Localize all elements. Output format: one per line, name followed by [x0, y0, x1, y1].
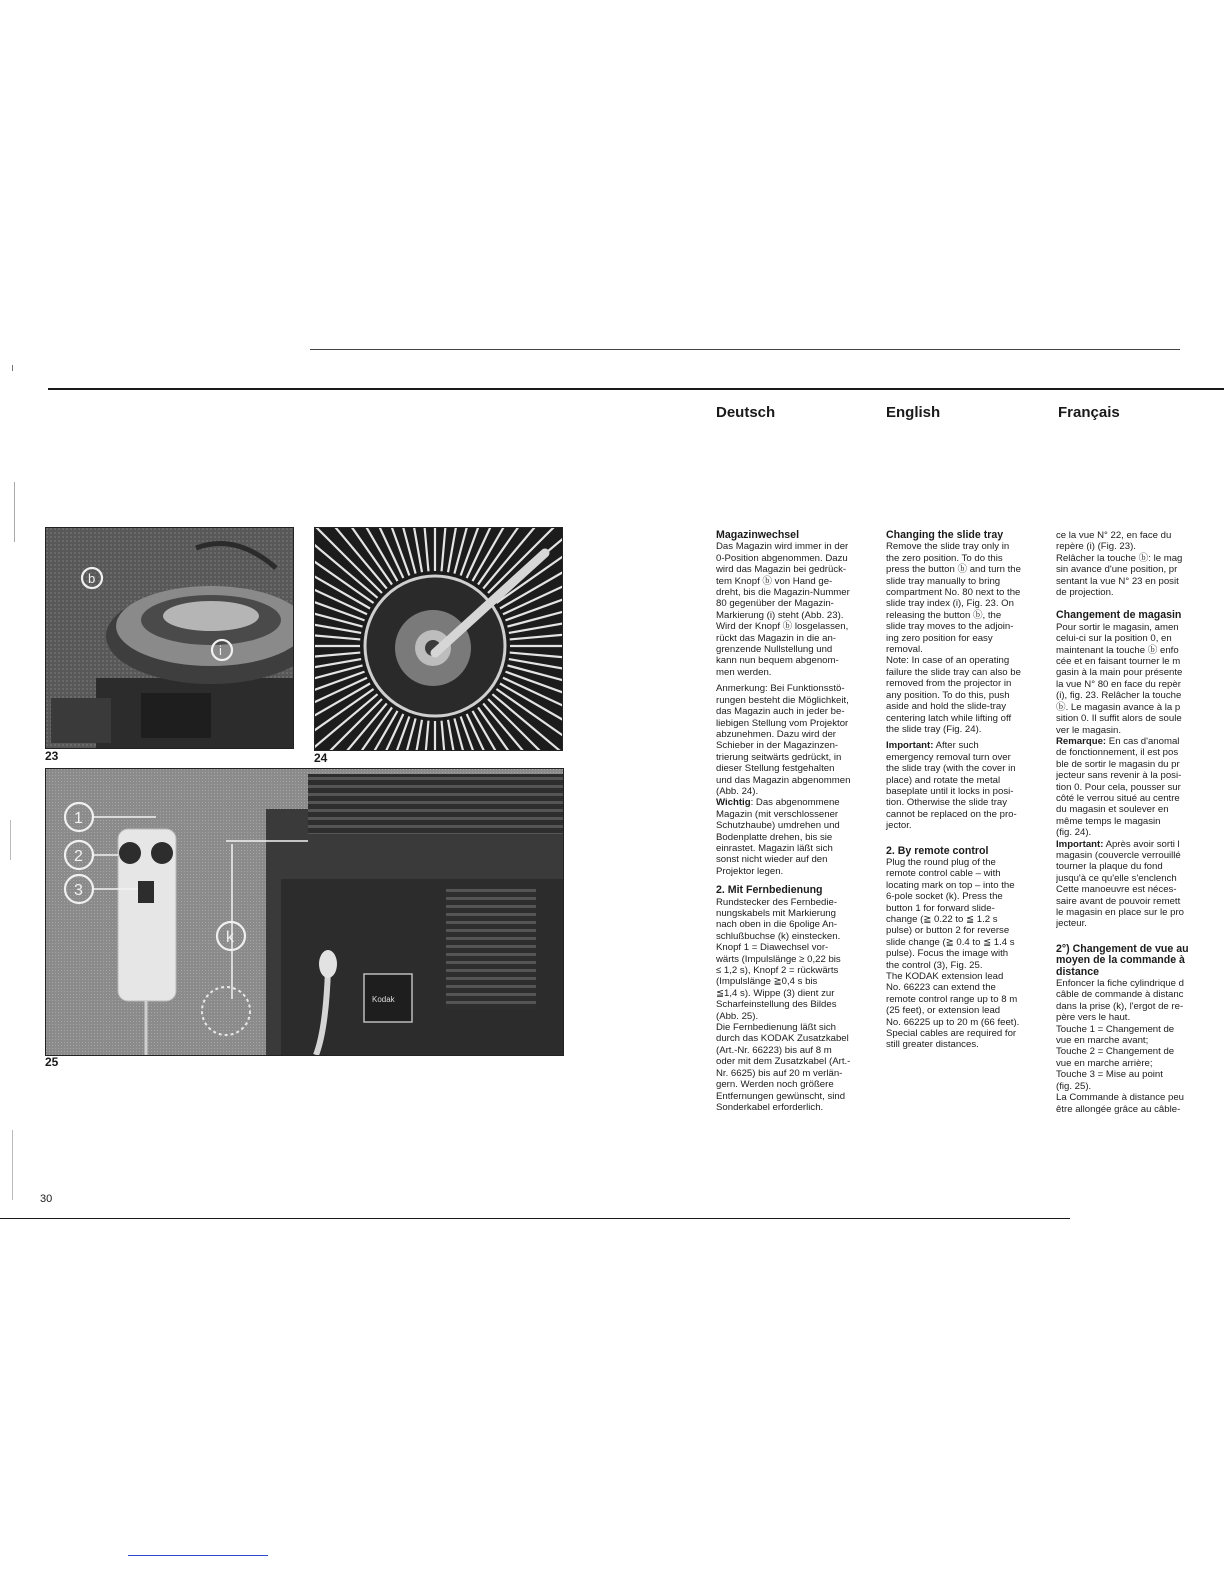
french-remark-label: Remarque: [1056, 735, 1107, 747]
english-paragraph-2: Note: In case of an operating failure the slide tray can also be removed from the projector in any position. To do this, push aside and hold the slide-tray centering latch while lifting off the slide tray (Fig. 24). [886, 655, 1021, 735]
french-paragraph-0: ce la vue N° 22, en face du repère (i) (Fig. 23). Relâcher la touche ⓑ: le mag sin avance d'une position, pr sentant la vue N° 23 en posit de projection. [1056, 530, 1183, 599]
margin-speck [12, 1130, 13, 1200]
margin-speck [14, 482, 15, 542]
german-heading-tray-change: Magazinwechsel [716, 529, 800, 541]
german-important-label: Wichtig [716, 797, 751, 809]
top-rule-thin [310, 349, 1180, 350]
figure-23-illustration [46, 528, 293, 748]
footer-link-underline [128, 1555, 268, 1556]
figure-23-photo [45, 527, 294, 749]
german-paragraph-4: Rundstecker des Fernbedie- nungskabels mit Markierung nach oben in die 6polige An- schlußbuchse (k) einstecken. Knopf 1 = Diawechsel vor- wärts (Impulslänge ≥ 0,22 bis ≤ 1,2 s), Knopf 2 = rückwärts (Impulslänge ≧0,4 s bis ≦1,4 s). Wippe (3) dient zur Scharfeinstellung des Bildes (Abb. 25). [716, 896, 841, 1022]
figure-25-callout-1: 1 [74, 810, 83, 827]
german-paragraph-2: Anmerkung: Bei Funktionsstö- rungen besteht die Möglichkeit, das Magazin auch in jeder be- liebigen Stellung vom Projektor abzunehmen. Dazu wird der Schieber in der Magazinzen- trierung seitwärts gedrückt, in dieser Stellung festgehalten und das Magazin abgenommen (Abb. 24). [716, 683, 851, 797]
figure-24-photo [314, 527, 563, 751]
figure-24-illustration [315, 528, 562, 750]
figure-23-number: 23 [45, 749, 59, 763]
french-important-text: Après avoir sorti l magasin (couvercle verrouillé tourner la plaque du fond jusqu'à ce qu'elle s'enclench Cette manoeuvre est néces- saire avant de pouvoir remett le magasin en place sur le pro jecteur. [1056, 838, 1184, 930]
margin-speck [10, 820, 11, 860]
figure-25-callout-2: 2 [74, 848, 83, 865]
english-important-label: Important: [886, 740, 934, 752]
language-heading-english: English [886, 404, 941, 421]
bottom-rule [0, 1218, 1070, 1219]
top-rule [48, 388, 1224, 390]
french-paragraph-2 [1056, 736, 1206, 839]
french-paragraph-3 [1056, 839, 1206, 930]
german-heading-remote: 2. Mit Fernbedienung [716, 884, 823, 897]
figure-23-label-i: i [219, 643, 222, 658]
english-paragraph-4: Plug the round plug of the remote control cable – with locating mark on top – into the 6-pole socket (k). Press the button 1 for forward slide- change (≧ 0.22 to ≦ 1.2 s pulse) or button 2 for reverse slide change (≧ 0.4 to ≦ 1.4 s pulse). Focus the image with the control (3), Fig. 25. The KODAK extension lead No. 66223 can extend the remote control range up to 8 m (25 feet), or extension lead No. 66225 up to 20 m (66 feet). Special cables are required for still greater distances. [886, 856, 1020, 1051]
figure-25-callout-3: 3 [74, 882, 83, 899]
page-number: 30 [40, 1193, 53, 1205]
figure-25-illustration [46, 769, 563, 1055]
figure-24-number: 24 [314, 751, 328, 765]
language-heading-german: Deutsch [716, 404, 776, 421]
french-heading-tray-change: Changement de magasin [1056, 609, 1182, 622]
french-remark-text: En cas d'anomal de fonctionnement, il est pos ble de sortir le magasin du pr jecteur sans revenir à la posi- tion 0. Pour cela, pousser sur côté le verrou situé au centre du magasin et soulever en même temps le magasin (fig. 24). [1056, 735, 1182, 839]
german-paragraph-3 [716, 797, 881, 877]
german-column [716, 530, 881, 1118]
figure-25-photo [45, 768, 564, 1056]
english-heading-remote: 2. By remote control [886, 844, 989, 857]
figure-25-callout-k: k [226, 929, 234, 946]
figure-25-number: 25 [45, 1055, 59, 1069]
french-paragraph-4: Enfoncer la fiche cylindrique d câble de commande à distanc dans la prise (k), l'ergot de re- père vers le haut. Touche 1 = Changement de vue en marche avant; Touche 2 = Changement de vue en marche arrière; Touche 3 = Mise au point (fig. 25). La Commande à distance peu être allongée grâce au câble- [1056, 978, 1184, 1115]
french-paragraph-1: Pour sortir le magasin, amen celui-ci sur la position 0, en maintenant la touche ⓑ enfo cée et en faisant tourner le m gasin à la main pour présente la vue N° 80 en face du repèr (i), fig. 23. Relâcher la touche ⓑ. Le magasin avance à la p sition 0. Il suffit alors de soule ver le magasin. [1056, 621, 1183, 736]
margin-speck [12, 365, 13, 371]
german-paragraph-5: Die Fernbedienung läßt sich durch das KODAK Zusatzkabel (Art.-Nr. 66223) bis auf 8 m oder mit dem Zusatzkabel (Art.- Nr. 6625) bis auf 20 m verlän- gern. Werden noch größere Entfernungen gewünscht, sind Sonderkabel erforderlich. [716, 1022, 851, 1113]
english-paragraph-3 [886, 740, 1046, 831]
english-paragraph-1: Remove the slide tray only in the zero position. To do this press the button ⓑ and turn the slide tray manually to bring compartment No. 80 next to the slide tray index (i), Fig. 23. On releasing the button ⓑ, the slide tray moves to the adjoin- ing zero position for easy removal. [886, 541, 1021, 656]
french-column [1056, 530, 1206, 1190]
french-important-label: Important: [1056, 838, 1104, 850]
german-paragraph-1: Das Magazin wird immer in der 0-Position abgenommen. Dazu wird das Magazin bei gedrück- tem Knopf ⓑ von Hand ge- dreht, bis die Magazin-Nummer 80 gegenüber der Magazin- Markierung (i) steht (Abb. 23). Wird der Knopf ⓑ losgelassen, rückt das Magazin in die an- grenzende Nullstellung und kann nun bequem abgenom- men werden. [716, 541, 850, 678]
german-important-text: : Das abgenommene Magazin (mit verschlossener Schutzhaube) umdrehen und Bodenplatte drehen, bis sie einrastet. Magazin läßt sich sonst nicht wieder auf den Projektor legen. [716, 797, 840, 877]
english-important-text: After such emergency removal turn over the slide tray (with the cover in place) and rotate the metal baseplate until it locks in posi- tion. Otherwise the slide tray cannot be replaced on the pro- jector. [886, 740, 1017, 832]
french-heading-remote: 2°) Changement de vue au moyen de la commande à distance [1056, 942, 1189, 978]
language-heading-french: Français [1058, 404, 1120, 421]
english-heading-tray-change: Changing the slide tray [886, 529, 1004, 541]
english-column [886, 530, 1046, 1056]
figure-23-label-b: b [88, 571, 96, 586]
kodak-logo-text: Kodak [372, 995, 395, 1004]
